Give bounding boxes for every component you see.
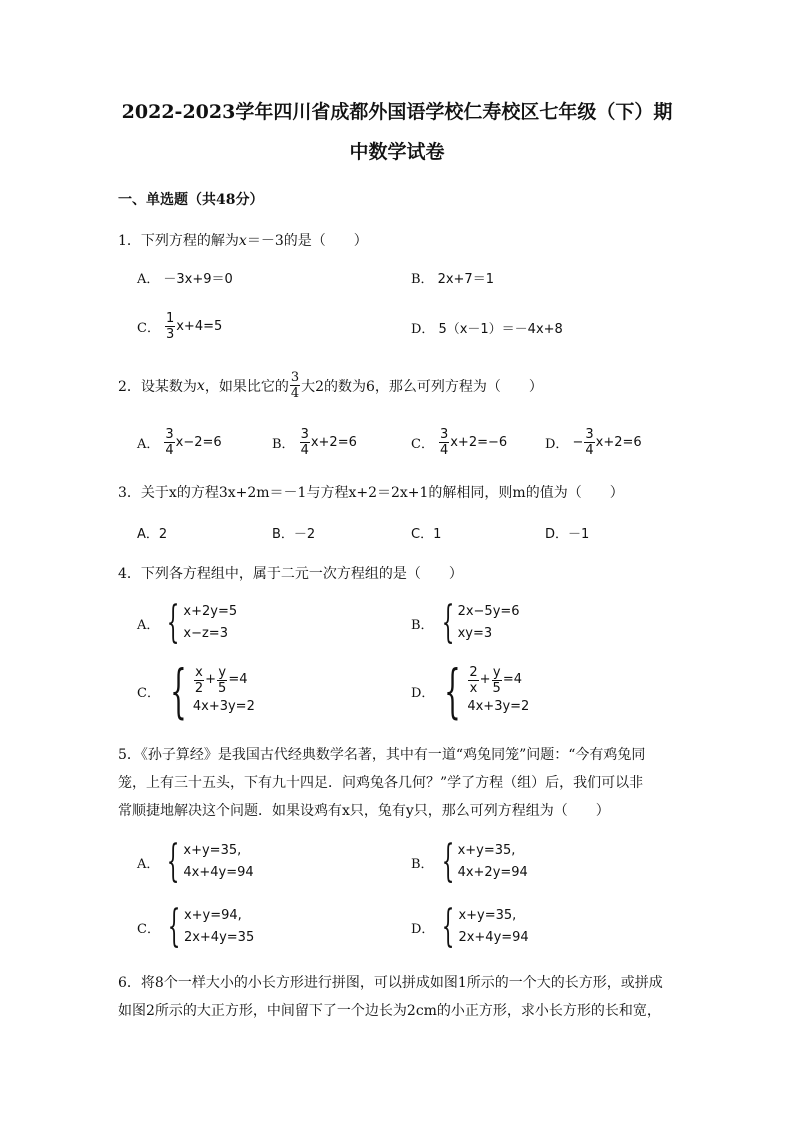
option-text: C．1	[411, 527, 442, 542]
fraction	[439, 427, 449, 458]
option-2b[interactable]	[272, 427, 357, 458]
option-2d[interactable]	[545, 427, 642, 458]
option-text: x+2=6	[595, 435, 642, 450]
question-2	[118, 370, 543, 401]
question-text: ＝－3的是（ ）	[246, 233, 368, 249]
option-4a[interactable]	[137, 597, 238, 648]
equation: 4x+4y=94	[183, 865, 254, 880]
numerator: 3	[300, 427, 309, 442]
option-label: A．	[137, 856, 160, 872]
numerator: 3	[165, 427, 174, 442]
option-5d[interactable]	[411, 901, 529, 952]
option-text: x+2=6	[310, 435, 357, 450]
option-label: C．	[137, 321, 160, 336]
denominator: x	[469, 680, 478, 696]
fraction	[164, 427, 174, 458]
question-4	[118, 563, 463, 583]
option-text: A．2	[137, 527, 168, 542]
question-text: 设某数为	[140, 378, 197, 395]
numerator: 2	[469, 664, 478, 680]
option-label: B．	[411, 856, 434, 872]
question-text: 笼，上有三十五头，下有九十四足．问鸡兔各几何？”学了方程（组）后，我们可以非	[118, 775, 644, 791]
equation-system	[438, 901, 529, 952]
option-label: D．	[411, 921, 435, 937]
option-3b[interactable]	[272, 523, 315, 542]
option-1a[interactable]	[137, 268, 233, 287]
option-5c[interactable]	[137, 901, 255, 952]
numerator: 1	[165, 311, 175, 326]
option-4c[interactable]	[137, 657, 255, 725]
equation: x+y=35,	[183, 843, 242, 858]
denominator: 4	[290, 386, 300, 401]
option-text: x+2=−6	[450, 435, 508, 450]
brace-icon: {	[167, 836, 180, 887]
equation: x−z=3	[183, 626, 228, 641]
equation: =4	[228, 672, 248, 687]
brace-icon: {	[442, 901, 455, 952]
denominator: 2	[194, 680, 204, 696]
brace-icon: {	[167, 901, 181, 952]
question-text: 将8个一样大小的小长方形进行拼图，可以拼成如图1所示的一个大的长方形，或拼成	[140, 975, 663, 991]
brace-icon: {	[170, 657, 187, 725]
question-3	[118, 482, 624, 502]
plus-sign: +	[479, 672, 491, 687]
option-5a[interactable]	[137, 836, 254, 887]
numerator: 3	[439, 427, 449, 442]
question-text: 如图2所示的大正方形，中间留下了一个边长为2cm的小正方形，求小长方形的长和宽，	[118, 1003, 661, 1019]
option-1c[interactable]	[137, 311, 222, 342]
brace-icon: {	[441, 836, 454, 887]
fraction	[584, 427, 594, 458]
option-label: B．	[411, 617, 434, 633]
option-text: B．－2	[272, 527, 316, 542]
option-1d[interactable]	[411, 318, 563, 337]
denominator: 4	[165, 443, 174, 458]
question-text: 常顺捷地解决这个问题．如果设鸡有x只，兔有y只，那么可列方程组为（ ）	[118, 803, 610, 819]
equation: x+2y=5	[183, 604, 238, 619]
equation-system	[163, 597, 238, 648]
equation-system	[438, 836, 528, 887]
fraction	[194, 665, 204, 696]
equation: 4x+3y=2	[192, 698, 255, 714]
question-number: 3．	[118, 485, 141, 501]
option-text: x−2=6	[175, 435, 222, 450]
fraction	[217, 665, 227, 696]
question-text: ，如果比它的	[204, 378, 289, 395]
variable: x	[238, 233, 247, 249]
question-text: 关于x的方程3x+2m＝－1与方程x+2＝2x+1的解相同，则m的值为（ ）	[140, 485, 624, 501]
option-label: C．	[137, 921, 160, 937]
fraction	[492, 665, 502, 696]
fraction	[290, 370, 300, 401]
option-label: D．	[411, 322, 435, 337]
question-6	[118, 969, 688, 1025]
numerator: 3	[585, 427, 594, 442]
question-number: 1．	[118, 233, 141, 249]
question-number: 2．	[118, 378, 141, 395]
question-text: 《孙子算经》是我国古代经典数学名著，其中有一道“鸡兔同笼”问题：“今有鸡兔同	[140, 747, 646, 763]
fraction	[468, 665, 478, 696]
option-label: D．	[411, 685, 435, 701]
section-heading: 一、单选题（共48分）	[118, 192, 264, 208]
fraction	[300, 427, 310, 458]
equation: xy=3	[457, 626, 493, 641]
numerator: x	[195, 664, 203, 680]
equation-system	[438, 597, 520, 648]
option-text: D．－1	[545, 527, 590, 542]
option-4d[interactable]	[411, 657, 530, 725]
equation: x+y=94,	[183, 908, 242, 923]
option-text: －3x+9＝0	[163, 272, 233, 287]
option-label: A．	[137, 617, 160, 633]
equation-system	[438, 657, 530, 725]
denominator: 5	[218, 680, 227, 696]
option-label: A．	[137, 437, 160, 452]
question-text: 下列各方程组中，属于二元一次方程组的是（ ）	[140, 566, 463, 582]
option-label: B．	[411, 272, 434, 287]
option-label: A．	[137, 272, 160, 287]
equation-system	[164, 901, 255, 952]
option-4b[interactable]	[411, 597, 520, 648]
brace-icon: {	[167, 597, 180, 648]
question-text: 下列方程的解为	[140, 233, 239, 249]
equation: x+y=35,	[457, 843, 516, 858]
fraction	[165, 311, 175, 342]
question-number: 5．	[118, 747, 141, 763]
numerator: y	[218, 664, 227, 680]
question-number: 4．	[118, 566, 141, 582]
plus-sign: +	[205, 672, 217, 687]
option-2c[interactable]	[411, 427, 507, 458]
option-3a[interactable]	[137, 523, 167, 542]
paper-title-line1: 2022-2023学年四川省成都外国语学校仁寿校区七年级（下）期	[121, 101, 673, 123]
option-label: D．	[545, 437, 569, 452]
option-5b[interactable]	[411, 836, 528, 887]
equation: 2x+4y=35	[183, 930, 255, 945]
option-2a[interactable]	[137, 427, 222, 458]
option-1b[interactable]	[411, 268, 494, 287]
equation: 4x+3y=2	[467, 698, 530, 714]
denominator: 5	[492, 680, 501, 696]
equation: =4	[502, 672, 522, 687]
equation: 4x+2y=94	[457, 865, 528, 880]
equation: x+y=35,	[458, 908, 517, 923]
option-label: C．	[137, 685, 160, 701]
brace-icon: {	[441, 597, 454, 648]
option-text: 5（x－1）＝－4x+8	[438, 322, 563, 337]
denominator: 4	[439, 443, 449, 458]
denominator: 4	[300, 443, 309, 458]
paper-title-line2: 中数学试卷	[349, 141, 445, 163]
question-number: 6．	[118, 975, 141, 991]
option-3d[interactable]	[545, 523, 589, 542]
option-label: B．	[272, 437, 295, 452]
equation-system	[163, 836, 254, 887]
denominator: 4	[585, 443, 594, 458]
option-text: 2x+7＝1	[437, 272, 494, 287]
option-text: x+4=5	[176, 319, 223, 334]
numerator: 3	[290, 370, 300, 385]
equation-system	[164, 657, 255, 725]
question-5	[118, 741, 688, 825]
option-label: C．	[411, 437, 434, 452]
minus-sign: −	[572, 435, 584, 450]
numerator: y	[492, 664, 501, 680]
variable: x	[196, 377, 205, 394]
equation: 2x−5y=6	[457, 604, 520, 619]
question-text: 大2的数为6，那么可列方程为（ ）	[301, 378, 543, 395]
denominator: 3	[165, 327, 175, 342]
brace-icon: {	[444, 657, 462, 725]
option-3c[interactable]	[411, 523, 441, 542]
equation: 2x+4y=94	[458, 930, 529, 945]
question-1	[118, 230, 368, 250]
